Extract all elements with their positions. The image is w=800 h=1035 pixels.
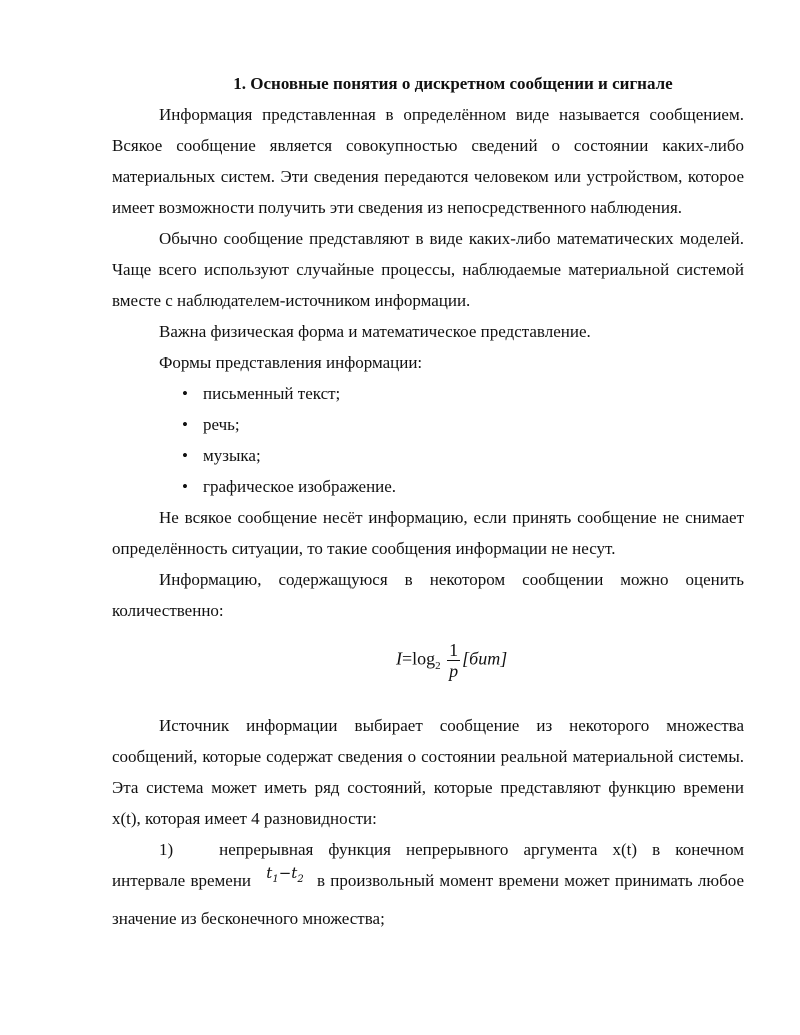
time-interval [266,864,304,885]
item-text-after: в произвольный момент времени может принимать любое значение из бесконечного множества; [112,871,745,928]
paragraph-forms-heading: Формы представления информации: [159,353,423,372]
t1-symbol: t [266,864,273,882]
formula-fraction [447,640,460,681]
bullet-icon: • [182,477,188,496]
bullet-icon: • [182,384,188,403]
t1-subscript: 1 [272,874,279,885]
paragraph-message-definition: Информация представленная в определённом виде называется сообщением. Всякое сообщение является совокупностью сведений о состоянии каких-либо материальных систем. Эти сведения передаются человеком или устройством, которое имеет возможности получить эти сведения из непосредственного наблюдения. [112,105,744,217]
t2-symbol: t [291,864,298,882]
forms-list [112,378,744,502]
paragraph-physical-form: Важна физическая форма и математическое представление. [159,322,591,341]
t2-subscript: 2 [297,874,304,885]
paragraph-uncertainty: Не всякое сообщение несёт информацию, если принять сообщение не снимает определённость ситуации, то такие сообщения информации не несут. [112,508,744,558]
formula-log-base: 2 [435,660,441,673]
numbered-item-1 [112,834,744,934]
formula-unit: [бит] [462,648,508,669]
list-item [182,471,744,502]
item-number: 1) [159,840,174,859]
paragraph-quantity: Информацию, содержащуюся в некотором сообщении можно оценить количественно: [112,570,744,620]
list-item-text: музыка; [203,446,261,465]
item-text-before: непрерывная функция непрерывного аргумента x(t) в конечном интервале времени [112,840,744,890]
formula-lhs: I [396,648,402,669]
list-item-text: графическое изображение. [203,477,397,496]
formula-numerator: 1 [449,640,459,660]
list-item [182,440,744,471]
paragraph-math-models: Обычно сообщение представляют в виде каких-либо математических моделей. Чаще всего используют случайные процессы, наблюдаемые материальной системой вместе с наблюдателем-источником информации. [112,229,744,310]
list-item-text: речь; [203,415,240,434]
minus-sign: − [278,864,292,882]
formula-log: =log [402,648,436,669]
bullet-icon: • [182,446,188,465]
paragraph-source: Источник информации выбирает сообщение из некоторого множества сообщений, которые содержат сведения о состоянии реальной материальной системы. Эта система может иметь ряд состояний, которые представляют функцию времени x(t), которая имеет 4 разновидности: [112,716,744,828]
bullet-icon: • [182,415,188,434]
list-item [182,378,744,409]
formula-denominator: p [449,661,459,681]
section-title: 1. Основные понятия о дискретном сообщении и сигнале [233,74,673,93]
information-formula [112,632,744,690]
list-item-text: письменный текст; [203,384,341,403]
list-item [182,409,744,440]
